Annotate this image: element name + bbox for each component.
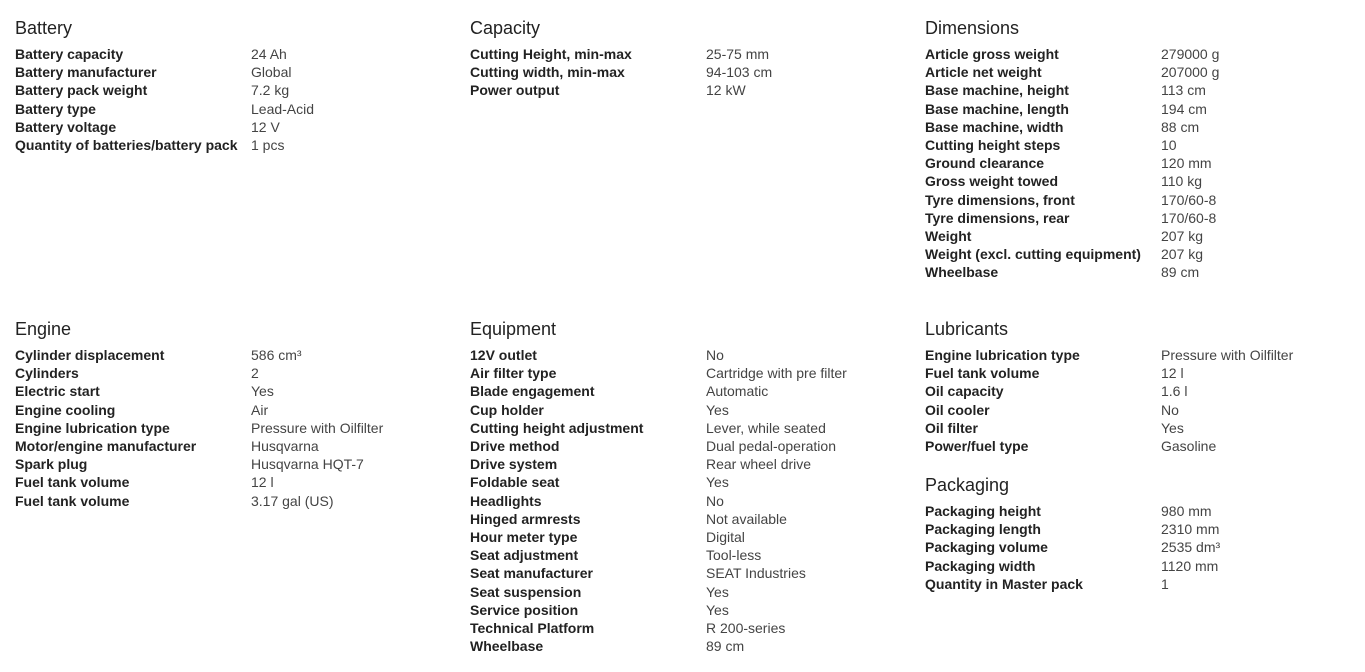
- spec-label: Wheelbase: [470, 638, 544, 655]
- spec-row: [470, 346, 900, 364]
- spec-value: 12 kW: [706, 82, 746, 99]
- spec-label: Fuel tank volume: [15, 492, 130, 509]
- section-title: Capacity: [470, 18, 541, 38]
- section-title: Packaging: [925, 475, 1010, 495]
- spec-label: Spark plug: [15, 456, 88, 473]
- spec-row: [470, 637, 900, 655]
- spec-row: [15, 81, 445, 99]
- spec-label: Cutting Height, min-max: [470, 46, 632, 62]
- spec-row: [15, 118, 445, 136]
- section-battery: [15, 17, 445, 154]
- spec-label: Battery manufacturer: [15, 64, 157, 81]
- spec-label: Hinged armrests: [470, 510, 581, 527]
- section-title: Battery: [15, 18, 73, 38]
- spec-label: Quantity in Master pack: [925, 575, 1083, 592]
- spec-value: 2535 dm³: [1161, 539, 1221, 556]
- spec-value: Air: [251, 401, 269, 418]
- spec-value: 207000 g: [1161, 64, 1220, 81]
- spec-table-body: [470, 346, 900, 655]
- spec-row: [15, 382, 445, 400]
- spec-label: Packaging height: [925, 503, 1041, 519]
- spec-label: Packaging width: [925, 557, 1036, 574]
- spec-table: [470, 346, 900, 655]
- spec-value: SEAT Industries: [706, 565, 806, 582]
- spec-value: 89 cm: [706, 638, 745, 655]
- spec-label: Cutting height steps: [925, 137, 1061, 154]
- spec-row: [15, 492, 445, 510]
- spec-row: [925, 245, 1355, 263]
- spec-value: 10: [1161, 137, 1177, 154]
- spec-value: 7.2 kg: [251, 82, 290, 99]
- section-title: Equipment: [470, 319, 557, 339]
- spec-table: [470, 45, 900, 100]
- spec-value: 170/60-8: [1161, 209, 1217, 226]
- spec-label: Wheelbase: [925, 264, 999, 281]
- spec-row: [470, 492, 900, 510]
- spec-value: Yes: [706, 601, 729, 618]
- spec-value: 1 pcs: [251, 137, 285, 154]
- section-equipment: [470, 318, 900, 655]
- spec-row: [925, 557, 1355, 575]
- spec-label: Drive system: [470, 456, 558, 473]
- spec-value: Pressure with Oilfilter: [1161, 347, 1294, 363]
- spec-label: Packaging volume: [925, 539, 1048, 556]
- spec-value: 12 V: [251, 118, 280, 135]
- spec-label: 12V outlet: [470, 347, 537, 363]
- spec-row: [15, 63, 445, 81]
- spec-value: 2310 mm: [1161, 521, 1220, 538]
- spec-value: Lever, while seated: [706, 419, 826, 436]
- spec-table-body: [15, 45, 445, 154]
- spec-label: Service position: [470, 601, 579, 618]
- spec-value: Lead-Acid: [251, 100, 315, 117]
- section-capacity: [470, 17, 900, 100]
- spec-value: Yes: [706, 474, 729, 491]
- spec-label: Base machine, height: [925, 82, 1069, 99]
- spec-row: [15, 455, 445, 473]
- spec-label: Power/fuel type: [925, 438, 1029, 455]
- spec-row: [15, 136, 445, 154]
- spec-value: 2: [251, 365, 259, 382]
- spec-row: [470, 528, 900, 546]
- spec-label: Cutting width, min-max: [470, 64, 625, 81]
- spec-value: 1120 mm: [1161, 557, 1219, 574]
- spec-row: [925, 209, 1355, 227]
- spec-table-body: [470, 45, 900, 100]
- spec-table-body: [925, 45, 1355, 282]
- spec-value: Rear wheel drive: [706, 456, 812, 473]
- spec-value: Cartridge with pre filter: [706, 365, 847, 382]
- spec-value: 1: [1161, 575, 1169, 592]
- spec-label: Battery capacity: [15, 46, 124, 62]
- spec-row: [470, 583, 900, 601]
- spec-row: [925, 118, 1355, 136]
- spec-label: Air filter type: [470, 365, 557, 382]
- spec-row: [15, 45, 445, 63]
- spec-row: [925, 346, 1355, 364]
- spec-label: Seat manufacturer: [470, 565, 593, 582]
- spec-value: 586 cm³: [251, 347, 302, 363]
- spec-row: [925, 81, 1355, 99]
- spec-value: 1.6 l: [1161, 383, 1188, 400]
- spec-value: 113 cm: [1161, 82, 1206, 99]
- spec-value: 12 l: [251, 474, 274, 491]
- spec-value: 3.17 gal (US): [251, 492, 334, 509]
- spec-value: Husqvarna: [251, 438, 319, 455]
- spec-value: No: [706, 347, 724, 363]
- spec-value: 89 cm: [1161, 264, 1200, 281]
- spec-row: [925, 364, 1355, 382]
- spec-value: Not available: [706, 510, 787, 527]
- spec-row: [470, 45, 900, 63]
- spec-label: Headlights: [470, 492, 542, 509]
- spec-row: [925, 382, 1355, 400]
- spec-row: [15, 364, 445, 382]
- spec-row: [15, 473, 445, 491]
- spec-table: [925, 45, 1355, 282]
- spec-value: Automatic: [706, 383, 769, 400]
- spec-row: [470, 81, 900, 99]
- spec-row: [925, 45, 1355, 63]
- spec-row: [470, 455, 900, 473]
- spec-row: [925, 575, 1355, 593]
- spec-table: [925, 346, 1355, 455]
- spec-label: Hour meter type: [470, 529, 578, 546]
- spec-label: Weight: [925, 228, 972, 245]
- spec-label: Engine cooling: [15, 401, 116, 418]
- spec-row: [15, 401, 445, 419]
- spec-label: Base machine, length: [925, 100, 1069, 117]
- spec-row: [470, 63, 900, 81]
- section-dimensions: [925, 17, 1355, 282]
- spec-value: Yes: [706, 583, 729, 600]
- spec-value: 980 mm: [1161, 503, 1212, 519]
- spec-label: Weight (excl. cutting equipment): [925, 246, 1141, 263]
- section-packaging: [925, 474, 1355, 593]
- spec-row: [470, 382, 900, 400]
- spec-label: Tyre dimensions, front: [925, 191, 1075, 208]
- spec-label: Cylinders: [15, 365, 79, 382]
- spec-value: 25-75 mm: [706, 46, 770, 62]
- spec-label: Blade engagement: [470, 383, 595, 400]
- spec-value: 207 kg: [1161, 246, 1204, 263]
- spec-row: [470, 601, 900, 619]
- spec-label: Quantity of batteries/battery pack: [15, 137, 238, 154]
- spec-row: [925, 538, 1355, 556]
- spec-value: Yes: [251, 383, 274, 400]
- spec-value: R 200-series: [706, 620, 786, 637]
- spec-label: Battery type: [15, 100, 96, 117]
- spec-table-body: [925, 502, 1355, 593]
- spec-value: 207 kg: [1161, 228, 1204, 245]
- spec-label: Gross weight towed: [925, 173, 1059, 190]
- spec-label: Cylinder displacement: [15, 347, 165, 363]
- spec-row: [470, 619, 900, 637]
- spec-value: 279000 g: [1161, 46, 1220, 62]
- spec-row: [470, 419, 900, 437]
- spec-row: [925, 520, 1355, 538]
- spec-value: Global: [251, 64, 292, 81]
- spec-label: Oil capacity: [925, 383, 1004, 400]
- section-engine: [15, 318, 445, 510]
- spec-table: [15, 45, 445, 154]
- spec-value: 24 Ah: [251, 46, 287, 62]
- spec-label: Power output: [470, 82, 560, 99]
- spec-row: [925, 63, 1355, 81]
- spec-row: [15, 346, 445, 364]
- spec-value: 194 cm: [1161, 100, 1207, 117]
- spec-row: [925, 263, 1355, 281]
- spec-row: [925, 100, 1355, 118]
- spec-row: [925, 172, 1355, 190]
- spec-label: Article net weight: [925, 64, 1042, 81]
- spec-label: Technical Platform: [470, 620, 595, 637]
- spec-table: [925, 502, 1355, 593]
- spec-value: Gasoline: [1161, 438, 1217, 455]
- section-lubricants: [925, 318, 1355, 455]
- spec-label: Foldable seat: [470, 474, 560, 491]
- spec-label: Engine lubrication type: [15, 419, 170, 436]
- spec-row: [470, 564, 900, 582]
- spec-table-body: [15, 346, 445, 510]
- spec-row: [470, 546, 900, 564]
- spec-table-body: [925, 346, 1355, 455]
- spec-value: 120 mm: [1161, 155, 1212, 172]
- spec-row: [925, 154, 1355, 172]
- spec-value: Pressure with Oilfilter: [251, 419, 384, 436]
- spec-value: Yes: [706, 401, 729, 418]
- section-title: Dimensions: [925, 18, 1020, 38]
- spec-value: 170/60-8: [1161, 191, 1217, 208]
- spec-row: [925, 136, 1355, 154]
- spec-label: Battery pack weight: [15, 82, 148, 99]
- spec-label: Oil filter: [925, 419, 978, 436]
- spec-row: [15, 437, 445, 455]
- spec-value: Husqvarna HQT-7: [251, 456, 364, 473]
- spec-row: [15, 419, 445, 437]
- spec-label: Drive method: [470, 438, 560, 455]
- section-title: Engine: [15, 319, 72, 339]
- spec-value: Tool-less: [706, 547, 762, 564]
- spec-value: 110 kg: [1161, 173, 1202, 190]
- spec-label: Packaging length: [925, 521, 1041, 538]
- spec-label: Tyre dimensions, rear: [925, 209, 1070, 226]
- spec-value: 12 l: [1161, 365, 1184, 382]
- spec-row: [925, 437, 1355, 455]
- spec-label: Seat suspension: [470, 583, 582, 600]
- spec-row: [470, 473, 900, 491]
- spec-label: Engine lubrication type: [925, 347, 1080, 363]
- spec-label: Electric start: [15, 383, 100, 400]
- spec-row: [15, 100, 445, 118]
- spec-row: [470, 510, 900, 528]
- spec-row: [925, 191, 1355, 209]
- spec-row: [925, 227, 1355, 245]
- spec-label: Base machine, width: [925, 118, 1064, 135]
- spec-label: Motor/engine manufacturer: [15, 438, 197, 455]
- spec-value: 88 cm: [1161, 118, 1200, 135]
- spec-table: [15, 346, 445, 510]
- spec-row: [925, 419, 1355, 437]
- spec-label: Cutting height adjustment: [470, 419, 644, 436]
- spec-label: Ground clearance: [925, 155, 1045, 172]
- spec-row: [470, 437, 900, 455]
- spec-label: Oil cooler: [925, 401, 990, 418]
- spec-row: [925, 502, 1355, 520]
- section-title: Lubricants: [925, 319, 1009, 339]
- spec-label: Seat adjustment: [470, 547, 579, 564]
- spec-label: Fuel tank volume: [15, 474, 130, 491]
- spec-value: No: [1161, 401, 1179, 418]
- spec-label: Article gross weight: [925, 46, 1059, 62]
- spec-row: [925, 401, 1355, 419]
- spec-value: 94-103 cm: [706, 64, 773, 81]
- spec-row: [470, 364, 900, 382]
- spec-label: Fuel tank volume: [925, 365, 1040, 382]
- spec-row: [470, 401, 900, 419]
- spec-value: No: [706, 492, 724, 509]
- spec-value: Digital: [706, 529, 745, 546]
- spec-label: Cup holder: [470, 401, 544, 418]
- spec-label: Battery voltage: [15, 118, 117, 135]
- spec-value: Dual pedal-operation: [706, 438, 836, 455]
- spec-value: Yes: [1161, 419, 1184, 436]
